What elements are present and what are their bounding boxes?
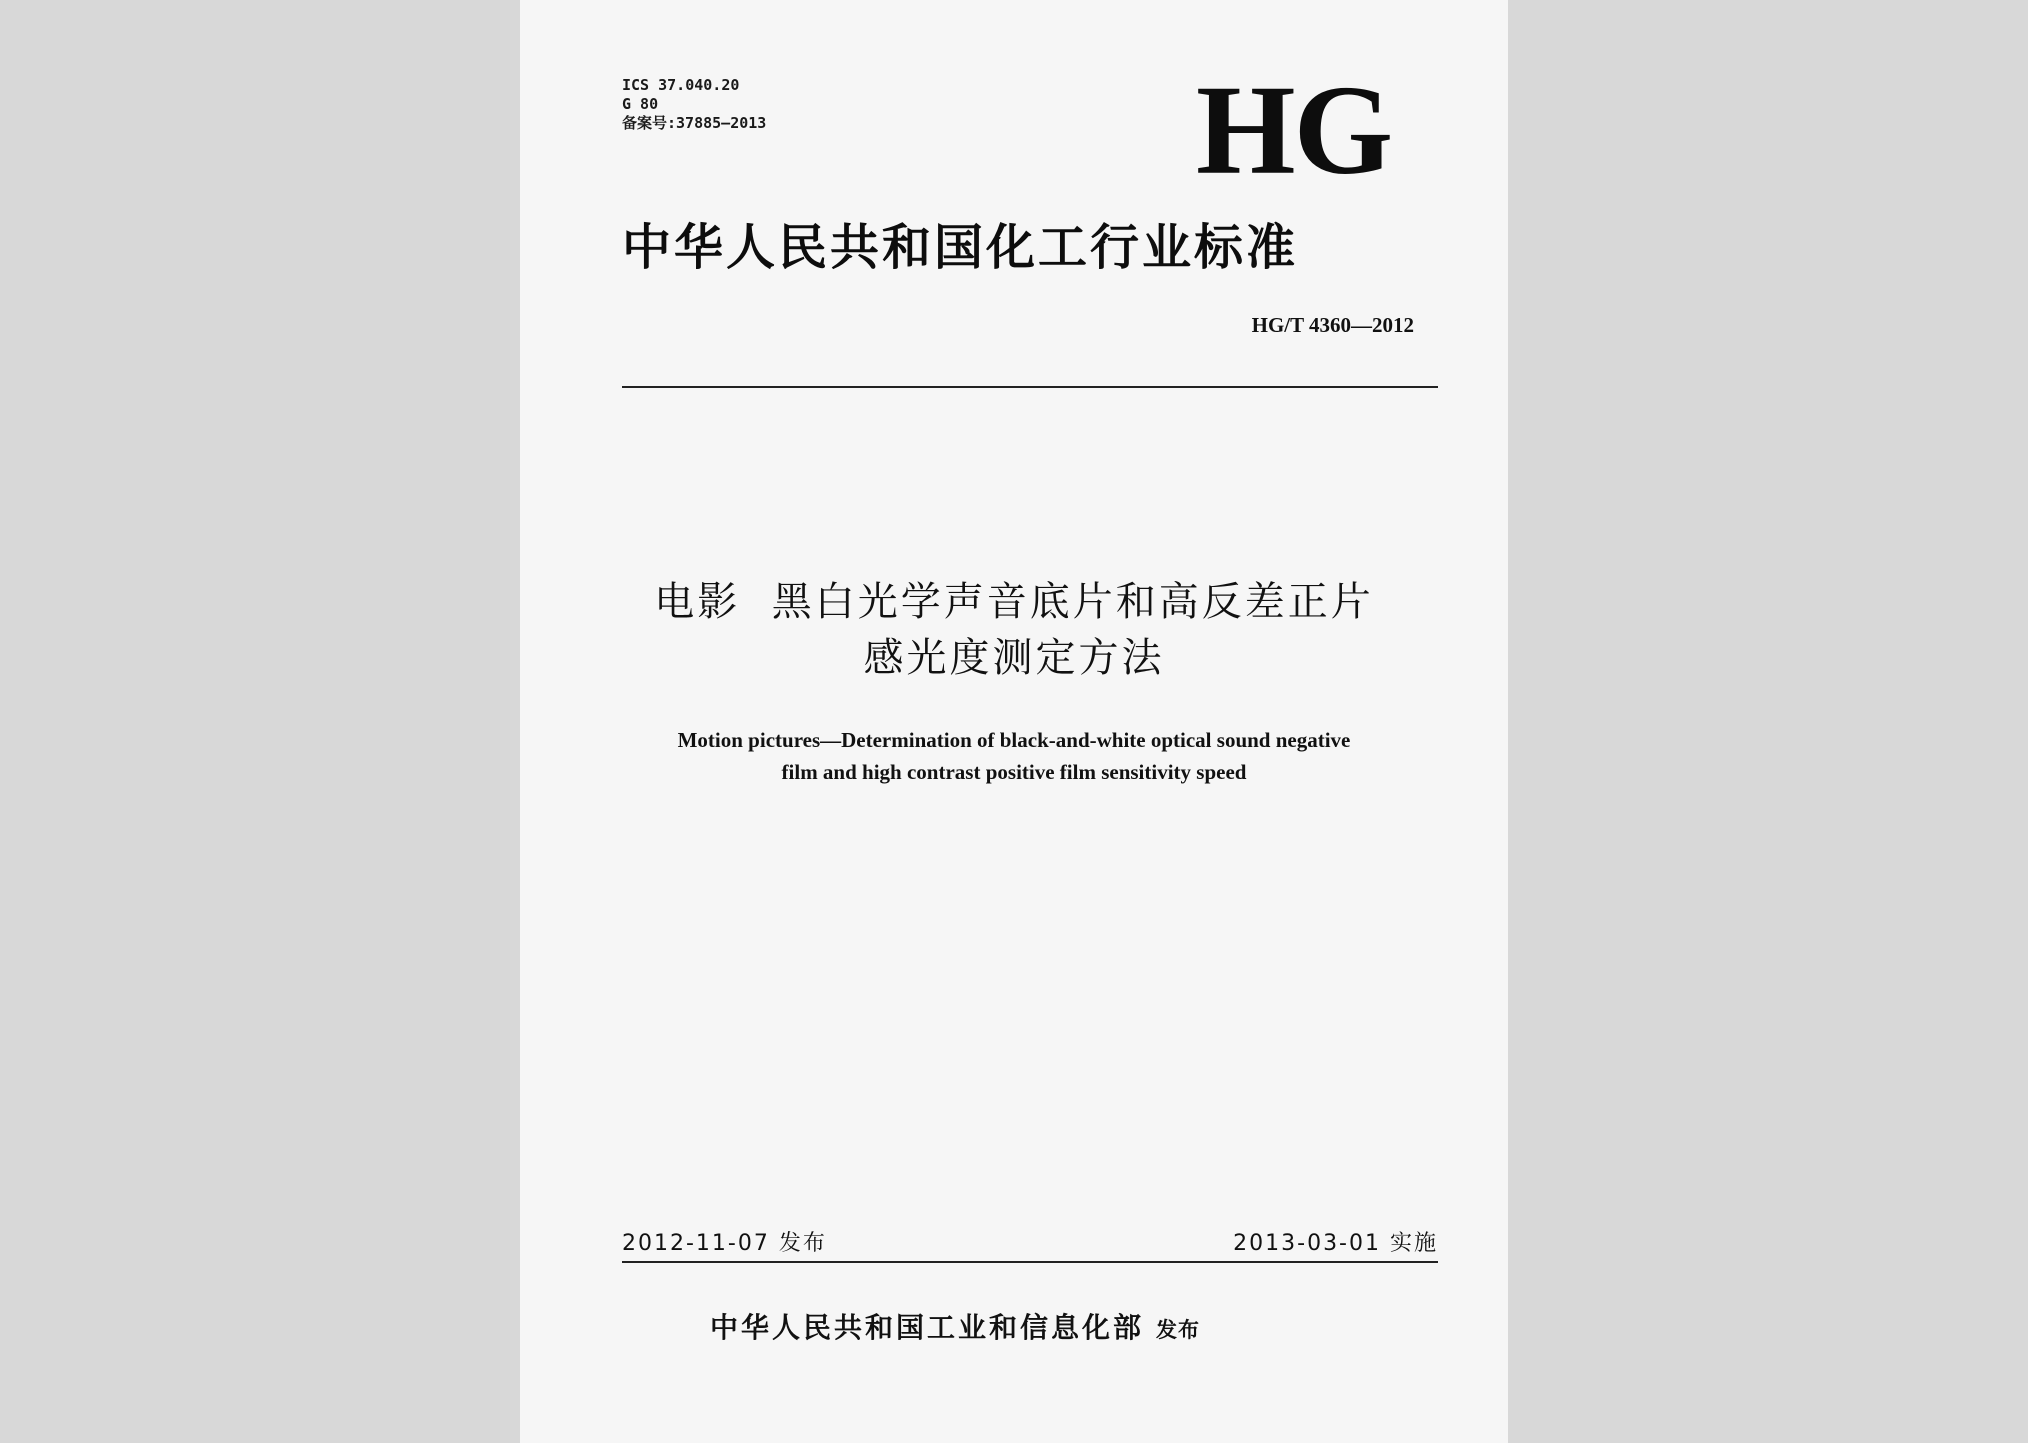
title-cn-line-1: 电影 黑白光学声音底片和高反差正片 <box>654 579 1374 625</box>
classification-block <box>622 76 766 133</box>
title-en-line-1: Motion pictures—Determination of black-and-white optical sound negative <box>677 728 1351 752</box>
publisher-suffix: 发布 <box>1156 1318 1201 1342</box>
record-number: 备案号:37885—2013 <box>622 114 767 132</box>
document-title-english <box>520 724 1508 788</box>
implementation-date: 2013-03-01 实施 <box>1233 1231 1438 1256</box>
document-page <box>520 0 1508 1443</box>
document-title-chinese <box>520 574 1508 686</box>
hg-logo: HG <box>1196 59 1392 201</box>
standard-category-title: 中华人民共和国化工行业标准 <box>622 219 1299 276</box>
title-cn-line-2: 感光度测定方法 <box>863 635 1165 681</box>
title-en-line-2: film and high contrast positive film sensitivity speed <box>781 760 1247 784</box>
publisher-name: 中华人民共和国工业和信息化部 <box>710 1311 1145 1344</box>
ics-code: ICS 37.040.20 <box>622 76 740 94</box>
issue-date: 2012-11-07 发布 <box>622 1231 827 1256</box>
publisher <box>710 1308 1200 1350</box>
ccs-code: G 80 <box>622 95 659 113</box>
top-divider <box>622 386 1438 388</box>
bottom-divider <box>622 1261 1438 1263</box>
standard-code: HG/T 4360—2012 <box>1251 313 1414 337</box>
